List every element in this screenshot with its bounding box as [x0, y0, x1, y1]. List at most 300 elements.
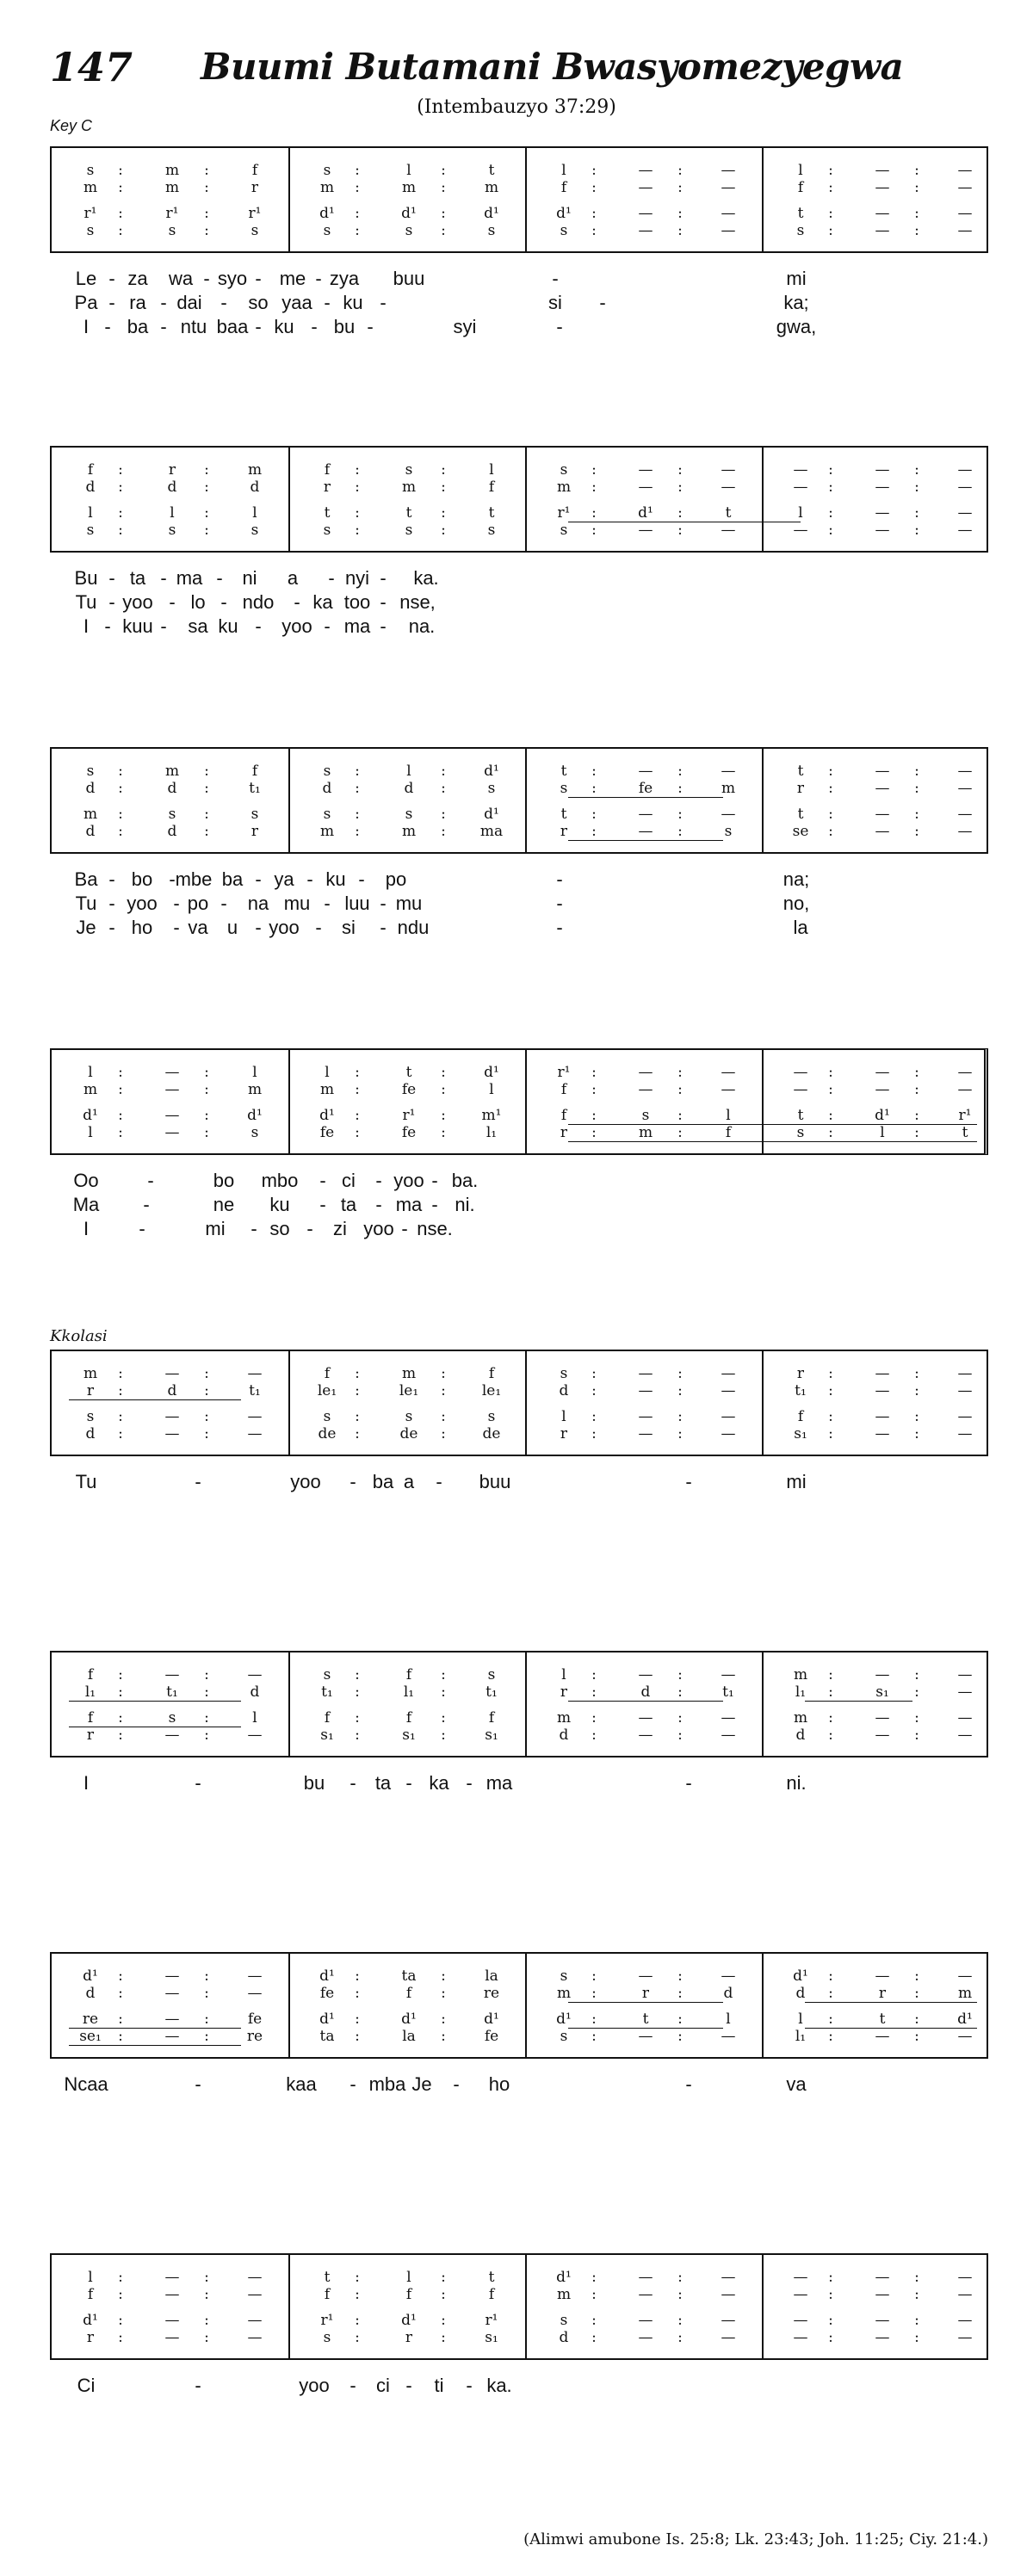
- lyric-hyphen: -: [104, 316, 111, 337]
- beat-separator: :: [677, 2329, 683, 2346]
- voice-row: [52, 806, 990, 823]
- solfa-note: —: [247, 1985, 263, 2002]
- solfa-note: l: [726, 1107, 731, 1124]
- beat-separator: :: [828, 1107, 833, 1124]
- music-system: [50, 1651, 988, 1757]
- solfa-note: s₁: [794, 1425, 807, 1442]
- beat-separator: :: [914, 1365, 919, 1382]
- chorus-label: Kkolasi: [50, 1327, 108, 1345]
- lyric-hyphen: -: [306, 1218, 313, 1239]
- solfa-note: —: [638, 1968, 653, 1985]
- lyric-syllable: va: [188, 917, 208, 938]
- beat-separator: :: [677, 780, 683, 797]
- solfa-note: r¹: [320, 2312, 334, 2329]
- lyric-syllable: yoo: [122, 591, 153, 613]
- voice-row: [52, 2312, 990, 2329]
- beat-separator: :: [914, 780, 919, 797]
- solfa-note: —: [875, 1408, 890, 1425]
- beat-separator: :: [118, 1124, 123, 1141]
- beat-separator: :: [204, 806, 209, 823]
- voice-row: [52, 522, 990, 539]
- solfa-note: —: [721, 479, 736, 496]
- beat-separator: :: [828, 1408, 833, 1425]
- solfa-note: f: [405, 2286, 412, 2303]
- solfa-note: —: [721, 2286, 736, 2303]
- solfa-note: d: [640, 1683, 651, 1701]
- solfa-note: r¹: [958, 1107, 972, 1124]
- beat-separator: :: [118, 1985, 123, 2002]
- solfa-note: d: [167, 479, 177, 496]
- solfa-note: d¹: [484, 205, 499, 222]
- solfa-note: m: [556, 479, 572, 496]
- beat-separator: :: [441, 823, 446, 840]
- solfa-note: d: [795, 1985, 806, 2002]
- beat-separator: :: [204, 1968, 209, 1985]
- solfa-note: —: [247, 2329, 263, 2346]
- beat-separator: :: [591, 1408, 597, 1425]
- solfa-note: —: [721, 1365, 736, 1382]
- beat-separator: :: [118, 1425, 123, 1442]
- solfa-note: —: [957, 763, 973, 780]
- solfa-note: s: [560, 1968, 568, 1985]
- beat-separator: :: [204, 1107, 209, 1124]
- beat-separator: :: [677, 1727, 683, 1744]
- beat-separator: :: [441, 461, 446, 479]
- solfa-note: t: [560, 763, 567, 780]
- beat-separator: :: [355, 1683, 360, 1701]
- solfa-note: m: [401, 479, 417, 496]
- beat-separator: :: [591, 1683, 597, 1701]
- beat-separator: :: [441, 1081, 446, 1098]
- beat-separator: :: [441, 780, 446, 797]
- beat-separator: :: [355, 461, 360, 479]
- beat-separator: :: [677, 1968, 683, 1985]
- lyric-syllable: mi: [786, 268, 807, 289]
- lyric-syllable: yoo: [127, 893, 158, 914]
- solfa-note: le₁: [399, 1382, 419, 1399]
- solfa-note: —: [957, 461, 973, 479]
- solfa-note: le₁: [317, 1382, 337, 1399]
- solfa-note: —: [164, 2028, 180, 2045]
- solfa-note: —: [957, 179, 973, 196]
- solfa-note: —: [957, 162, 973, 179]
- beat-separator: :: [914, 522, 919, 539]
- solfa-note: s: [405, 222, 413, 239]
- beat-separator: :: [441, 1985, 446, 2002]
- beat-separator: :: [355, 205, 360, 222]
- solfa-note: —: [957, 823, 973, 840]
- beat-separator: :: [677, 504, 683, 522]
- lyric-syllable: yoo: [269, 917, 300, 938]
- solfa-note: —: [638, 1064, 653, 1081]
- solfa-note: l: [489, 461, 494, 479]
- beat-separator: :: [355, 1124, 360, 1141]
- lyric-syllable: bu: [303, 1772, 325, 1794]
- solfa-note: —: [875, 222, 890, 239]
- lyric-syllable: so: [269, 1218, 290, 1239]
- solfa-note: d¹: [556, 2269, 572, 2286]
- solfa-note: d: [85, 780, 96, 797]
- solfa-note: d: [167, 823, 177, 840]
- solfa-note: —: [638, 2269, 653, 2286]
- beat-separator: :: [204, 522, 209, 539]
- solfa-note: s: [560, 461, 568, 479]
- beat-separator: :: [828, 1081, 833, 1098]
- solfa-note: t: [405, 1064, 412, 1081]
- solfa-note: r: [878, 1985, 887, 2002]
- lyric-hyphen: -: [380, 615, 387, 637]
- solfa-note: —: [638, 806, 653, 823]
- beat-separator: :: [355, 1382, 360, 1399]
- solfa-note: —: [164, 1081, 180, 1098]
- lyric-syllable: Tu: [75, 591, 97, 613]
- beat-separator: :: [677, 461, 683, 479]
- solfa-note: s: [405, 806, 413, 823]
- solfa-note: —: [875, 2269, 890, 2286]
- solfa-note: —: [247, 1727, 263, 1744]
- lyric-syllable: no,: [782, 893, 810, 914]
- beat-separator: :: [591, 205, 597, 222]
- solfa-note: —: [721, 1064, 736, 1081]
- solfa-note: d: [795, 1727, 806, 1744]
- solfa-note: t: [405, 504, 412, 522]
- beat-separator: :: [204, 2312, 209, 2329]
- beat-separator: :: [441, 1727, 446, 1744]
- lyric-syllable: wa: [168, 268, 194, 289]
- solfa-note: r: [323, 479, 331, 496]
- solfa-note: d¹: [83, 1107, 98, 1124]
- solfa-note: —: [957, 1408, 973, 1425]
- solfa-note: l: [406, 763, 411, 780]
- solfa-note: —: [793, 2286, 808, 2303]
- solfa-note: ta: [401, 1968, 417, 1985]
- slur-underline: [568, 1701, 723, 1702]
- beat-separator: :: [204, 1425, 209, 1442]
- lyric-syllable: I: [83, 1218, 90, 1239]
- beat-separator: :: [591, 1968, 597, 1985]
- solfa-note: l: [170, 504, 175, 522]
- beat-separator: :: [441, 1124, 446, 1141]
- beat-separator: :: [677, 806, 683, 823]
- voice-row: [52, 1064, 990, 1081]
- solfa-note: d¹: [484, 2011, 499, 2028]
- beat-separator: :: [118, 1382, 123, 1399]
- beat-separator: :: [355, 1365, 360, 1382]
- beat-separator: :: [677, 1709, 683, 1727]
- beat-separator: :: [828, 205, 833, 222]
- lyric-hyphen: -: [453, 2073, 460, 2095]
- beat-separator: :: [355, 1425, 360, 1442]
- lyric-syllable: mi: [205, 1218, 226, 1239]
- lyric-syllable: buu: [479, 1471, 511, 1492]
- solfa-note: s: [323, 1408, 331, 1425]
- lyric-hyphen: -: [195, 2375, 201, 2396]
- solfa-note: t₁: [795, 1382, 807, 1399]
- lyric-syllable: dai: [176, 292, 202, 313]
- lyric-hyphen: -: [255, 868, 262, 890]
- beat-separator: :: [828, 1425, 833, 1442]
- key-signature: Key C: [50, 117, 93, 134]
- solfa-note: r: [86, 1382, 95, 1399]
- solfa-note: la: [485, 1968, 498, 1985]
- solfa-note: d¹: [957, 2011, 973, 2028]
- beat-separator: :: [441, 1666, 446, 1683]
- lyric-syllable: ne: [213, 1194, 235, 1215]
- lyric-syllable: ma: [486, 1772, 513, 1794]
- lyric-hyphen: -: [294, 591, 300, 613]
- solfa-note: fe: [484, 2028, 499, 2045]
- solfa-note: l: [798, 2011, 803, 2028]
- beat-separator: :: [591, 1124, 597, 1141]
- lyric-hyphen: -: [306, 868, 313, 890]
- slur-underline: [568, 797, 723, 798]
- solfa-note: l: [88, 2269, 93, 2286]
- lyric-syllable: ka;: [783, 292, 809, 313]
- lyric-syllable: mbe: [175, 868, 213, 890]
- solfa-note: —: [957, 1425, 973, 1442]
- solfa-note: s: [487, 780, 496, 797]
- lyric-hyphen: -: [436, 1471, 442, 1492]
- beat-separator: :: [441, 763, 446, 780]
- music-system: [50, 1350, 988, 1456]
- solfa-note: s: [560, 2028, 568, 2045]
- lyric-syllable: ku: [343, 292, 363, 313]
- beat-separator: :: [828, 162, 833, 179]
- solfa-note: m¹: [481, 1107, 502, 1124]
- lyric-syllable: ma: [395, 1194, 423, 1215]
- solfa-note: d: [559, 1382, 569, 1399]
- solfa-note: d¹: [319, 1968, 335, 1985]
- beat-separator: :: [828, 1727, 833, 1744]
- solfa-note: d¹: [484, 1064, 499, 1081]
- solfa-note: —: [875, 2028, 890, 2045]
- solfa-note: le₁: [481, 1382, 502, 1399]
- slur-underline: [69, 2028, 241, 2029]
- solfa-note: —: [721, 205, 736, 222]
- solfa-note: fe: [401, 1081, 417, 1098]
- beat-separator: :: [118, 2269, 123, 2286]
- beat-separator: :: [828, 2269, 833, 2286]
- solfa-note: —: [957, 504, 973, 522]
- lyric-hyphen: -: [255, 316, 262, 337]
- lyric-syllable: ba: [127, 316, 149, 337]
- beat-separator: :: [204, 1683, 209, 1701]
- lyric-syllable: yoo: [299, 2375, 330, 2396]
- solfa-note: s: [560, 2312, 568, 2329]
- solfa-note: s: [487, 1408, 496, 1425]
- beat-separator: :: [591, 1985, 597, 2002]
- slur-underline: [805, 2002, 977, 2003]
- music-system: [50, 146, 988, 253]
- solfa-note: de: [399, 1425, 418, 1442]
- solfa-note: s: [323, 222, 331, 239]
- solfa-note: —: [957, 1727, 973, 1744]
- solfa-note: m: [793, 1666, 808, 1683]
- beat-separator: :: [828, 179, 833, 196]
- solfa-note: m: [401, 179, 417, 196]
- solfa-note: m: [401, 823, 417, 840]
- beat-separator: :: [677, 1081, 683, 1098]
- beat-separator: :: [118, 504, 123, 522]
- lyric-syllable: mu: [395, 893, 423, 914]
- beat-separator: :: [204, 205, 209, 222]
- solfa-note: f: [251, 162, 258, 179]
- lyric-syllable: I: [83, 316, 90, 337]
- solfa-note: d: [559, 2329, 569, 2346]
- solfa-note: d¹: [875, 1107, 890, 1124]
- solfa-note: l: [88, 504, 93, 522]
- beat-separator: :: [914, 2269, 919, 2286]
- lyric-syllable: ka: [429, 1772, 449, 1794]
- solfa-note: t: [797, 763, 804, 780]
- beat-separator: :: [204, 1081, 209, 1098]
- beat-separator: :: [441, 806, 446, 823]
- solfa-note: —: [638, 763, 653, 780]
- lyric-syllable: ra: [129, 292, 146, 313]
- beat-separator: :: [118, 2011, 123, 2028]
- beat-separator: :: [204, 162, 209, 179]
- solfa-note: r: [796, 1365, 805, 1382]
- lyric-hyphen: -: [466, 1772, 473, 1794]
- lyric-syllable: mu: [283, 893, 311, 914]
- beat-separator: :: [828, 2011, 833, 2028]
- lyric-syllable: ho: [488, 2073, 510, 2095]
- solfa-note: m: [83, 1365, 98, 1382]
- solfa-note: l₁: [84, 1683, 96, 1701]
- voice-row: [52, 479, 990, 496]
- beat-separator: :: [204, 504, 209, 522]
- solfa-note: d¹: [401, 2011, 417, 2028]
- solfa-note: m: [164, 162, 180, 179]
- beat-separator: :: [591, 1666, 597, 1683]
- solfa-note: f: [797, 179, 804, 196]
- lyric-hyphen: -: [315, 917, 322, 938]
- solfa-note: —: [247, 2312, 263, 2329]
- lyric-syllable: ba.: [451, 1170, 479, 1191]
- beat-separator: :: [355, 763, 360, 780]
- lyric-syllable: zi: [333, 1218, 347, 1239]
- solfa-note: —: [721, 162, 736, 179]
- solfa-note: m: [556, 1709, 572, 1727]
- solfa-note: r¹: [165, 205, 179, 222]
- solfa-note: —: [793, 2312, 808, 2329]
- solfa-note: —: [957, 1365, 973, 1382]
- solfa-note: d¹: [83, 1968, 98, 1985]
- voice-row: [52, 162, 990, 179]
- solfa-note: —: [957, 1709, 973, 1727]
- solfa-note: ta: [319, 2028, 335, 2045]
- solfa-note: l: [88, 1064, 93, 1081]
- solfa-note: —: [957, 2286, 973, 2303]
- solfa-note: s₁: [485, 2329, 498, 2346]
- solfa-note: —: [793, 479, 808, 496]
- lyric-syllable: po: [187, 893, 209, 914]
- solfa-note: d¹: [484, 763, 499, 780]
- beat-separator: :: [914, 222, 919, 239]
- lyric-hyphen: -: [685, 1772, 692, 1794]
- lyric-syllable: yaa: [281, 292, 312, 313]
- beat-separator: :: [828, 461, 833, 479]
- voice-row: [52, 2329, 990, 2346]
- solfa-note: s: [487, 1666, 496, 1683]
- solfa-note: f: [324, 2286, 331, 2303]
- solfa-note: —: [721, 461, 736, 479]
- beat-separator: :: [118, 179, 123, 196]
- beat-separator: :: [591, 179, 597, 196]
- solfa-note: fe: [319, 1124, 335, 1141]
- lyric-hyphen: -: [147, 1170, 154, 1191]
- solfa-note: —: [164, 2312, 180, 2329]
- lyric-syllable: nyi: [344, 567, 370, 589]
- beat-separator: :: [828, 1365, 833, 1382]
- lyric-syllable: ku: [269, 1194, 290, 1215]
- solfa-note: d: [723, 1985, 733, 2002]
- beat-separator: :: [828, 1968, 833, 1985]
- voice-row: [52, 1968, 990, 1985]
- lyric-hyphen: -: [349, 2073, 356, 2095]
- beat-separator: :: [828, 2028, 833, 2045]
- beat-separator: :: [355, 2312, 360, 2329]
- beat-separator: :: [204, 1985, 209, 2002]
- solfa-note: de: [318, 1425, 337, 1442]
- beat-separator: :: [914, 2329, 919, 2346]
- solfa-note: —: [957, 2028, 973, 2045]
- beat-separator: :: [355, 1727, 360, 1744]
- solfa-note: r: [560, 823, 568, 840]
- beat-separator: :: [677, 1408, 683, 1425]
- beat-separator: :: [828, 1683, 833, 1701]
- beat-separator: :: [441, 2312, 446, 2329]
- beat-separator: :: [828, 2286, 833, 2303]
- solfa-note: t₁: [486, 1683, 498, 1701]
- beat-separator: :: [677, 162, 683, 179]
- solfa-note: —: [638, 2329, 653, 2346]
- solfa-note: —: [721, 763, 736, 780]
- solfa-note: f: [560, 179, 567, 196]
- solfa-note: s: [560, 780, 568, 797]
- lyric-syllable: ma: [176, 567, 203, 589]
- lyric-syllable: na.: [408, 615, 436, 637]
- lyric-syllable: bo: [213, 1170, 235, 1191]
- beat-separator: :: [677, 205, 683, 222]
- beat-separator: :: [118, 1107, 123, 1124]
- beat-separator: :: [355, 162, 360, 179]
- lyric-hyphen: -: [160, 292, 167, 313]
- beat-separator: :: [355, 1968, 360, 1985]
- solfa-note: —: [721, 222, 736, 239]
- lyric-hyphen: -: [358, 868, 365, 890]
- lyric-hyphen: -: [431, 1194, 438, 1215]
- lyric-hyphen: -: [160, 615, 167, 637]
- lyric-syllable: bu: [333, 316, 356, 337]
- solfa-note: —: [164, 1365, 180, 1382]
- beat-separator: :: [204, 763, 209, 780]
- solfa-note: s: [405, 522, 413, 539]
- beat-separator: :: [355, 179, 360, 196]
- lyric-hyphen: -: [104, 615, 111, 637]
- lyric-syllable: bo: [131, 868, 153, 890]
- lyric-hyphen: -: [685, 1471, 692, 1492]
- beat-separator: :: [914, 504, 919, 522]
- lyric-hyphen: -: [401, 1218, 408, 1239]
- solfa-note: fe: [401, 1124, 417, 1141]
- solfa-note: —: [721, 1727, 736, 1744]
- solfa-note: se: [792, 823, 809, 840]
- slur-underline: [805, 2028, 977, 2029]
- lyric-hyphen: -: [220, 292, 227, 313]
- lyric-syllable: ni: [242, 567, 257, 589]
- beat-separator: :: [828, 522, 833, 539]
